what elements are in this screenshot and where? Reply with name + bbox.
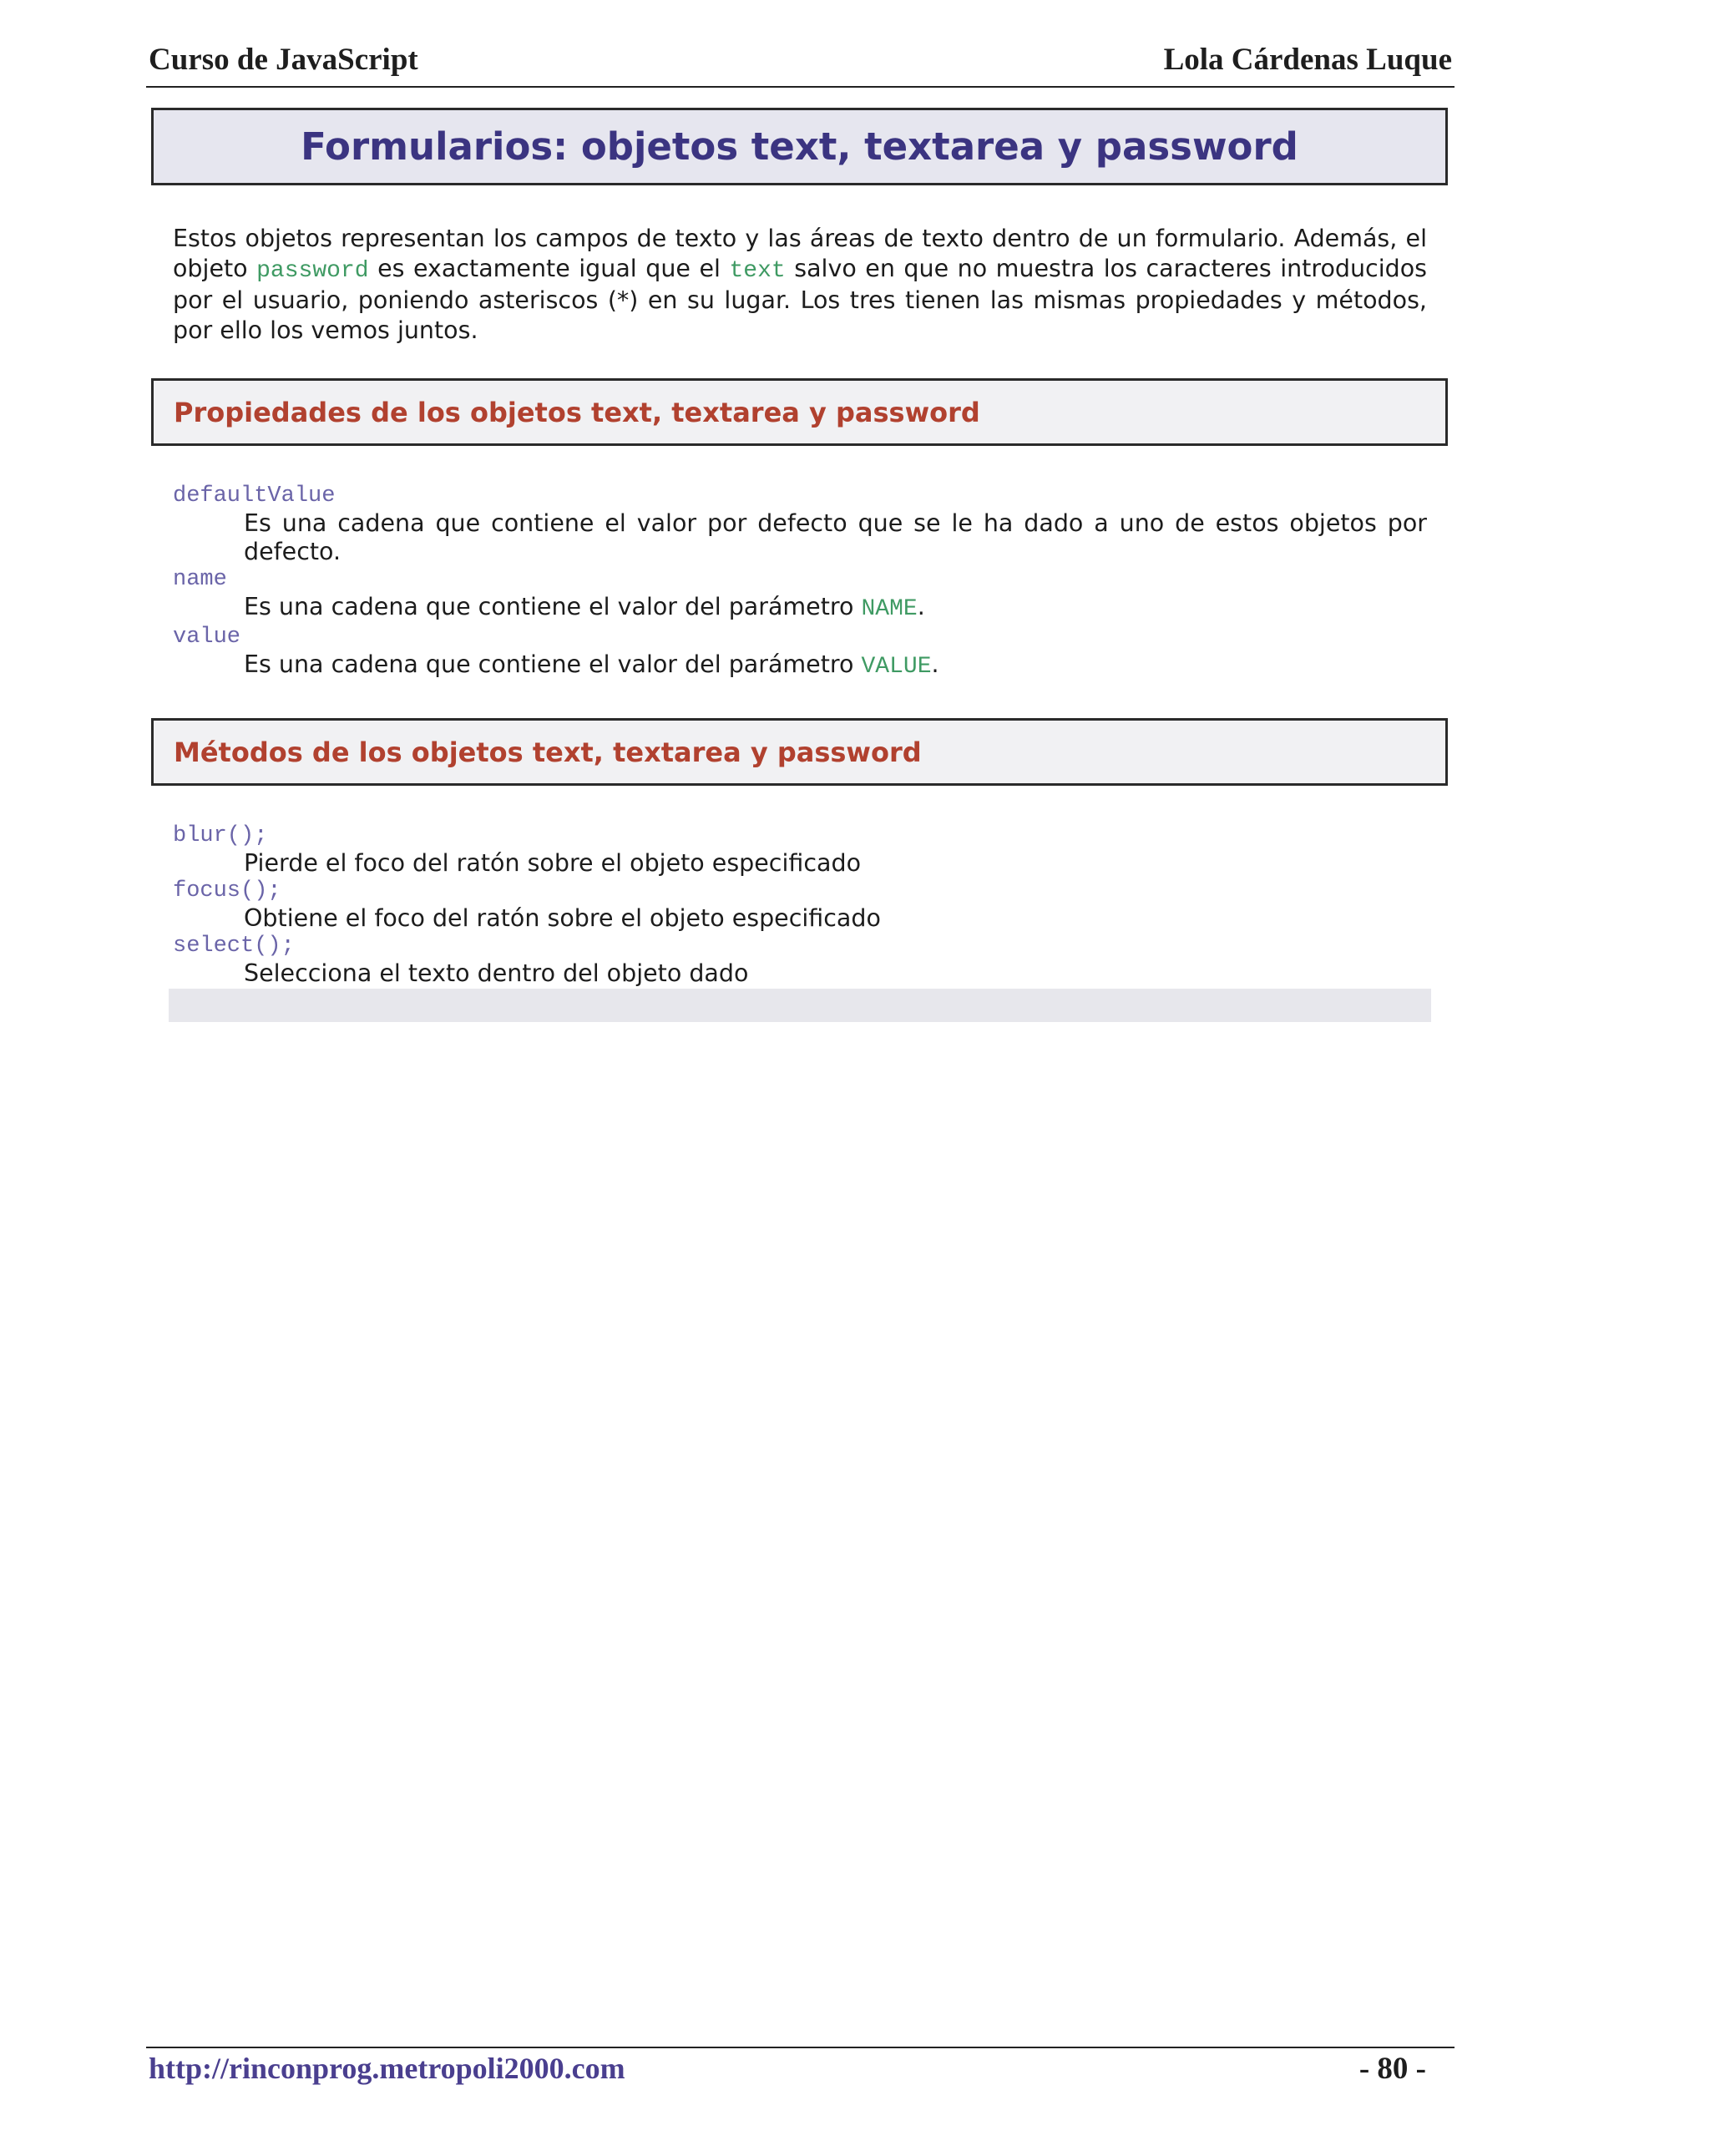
header-divider [146, 86, 1455, 88]
methods-heading-box [151, 718, 1448, 786]
property-desc-end: . [931, 650, 939, 678]
method-term: select(); [173, 934, 295, 959]
method-desc: Pierde el foco del ratón sobre el objeto especificado [244, 849, 862, 877]
property-desc-text: Es una cadena que contiene el valor por defecto que se le ha dado a uno de estos objetos por defecto. [244, 509, 1427, 565]
author-name: Lola Cárdenas Luque [1163, 43, 1452, 77]
method-term: blur(); [173, 823, 268, 848]
code-value-param: VALUE [861, 654, 932, 680]
property-desc [173, 650, 1427, 681]
code-password: password [256, 257, 369, 284]
intro-text-3: salvo en que no muestra los caracteres introducidos por el usuario, poniendo asteriscos (*) en su lugar. Los tres tienen las mismas propiedades y métodos, por ello los vemos juntos. [173, 254, 1428, 344]
properties-heading: Propiedades de los objetos text, textarea y password [174, 396, 980, 428]
footer-divider [146, 2047, 1455, 2048]
methods-heading: Métodos de los objetos text, textarea y password [174, 736, 922, 768]
property-term: value [173, 625, 241, 650]
code-name-param: NAME [861, 596, 918, 622]
page-title-box [151, 108, 1448, 185]
page-title: Formularios: objetos text, textarea y password [301, 124, 1298, 169]
page-header [146, 42, 1455, 88]
method-term: focus(); [173, 878, 281, 903]
property-desc-text: Es una cadena que contiene el valor del parámetro [244, 593, 862, 620]
code-text: text [729, 257, 786, 284]
page-number: - 80 - [1358, 2052, 1426, 2086]
methods-list [173, 822, 1427, 988]
property-term: name [173, 567, 227, 592]
intro-paragraph [173, 224, 1427, 345]
course-title: Curso de JavaScript [149, 43, 418, 77]
intro-text-1: Estos objetos representan los campos de texto y las áreas de texto dentro de un formulario. Además, el objeto [173, 225, 1427, 282]
footer-url[interactable]: http://rinconprog.metropoli2000.com [149, 2052, 625, 2085]
method-desc: Selecciona el texto dentro del objeto dado [244, 959, 749, 987]
property-desc-text: Es una cadena que contiene el valor del parámetro [244, 650, 862, 678]
method-desc: Obtiene el foco del ratón sobre el objeto especificado [244, 904, 881, 932]
property-desc [173, 509, 1427, 566]
property-term: defaultValue [173, 483, 336, 509]
section-end-band [169, 989, 1431, 1022]
property-desc-end: . [917, 593, 925, 620]
properties-list [173, 483, 1427, 681]
properties-heading-box [151, 378, 1448, 446]
property-desc [173, 593, 1427, 624]
intro-text-2: es exactamente igual que el [368, 254, 730, 282]
